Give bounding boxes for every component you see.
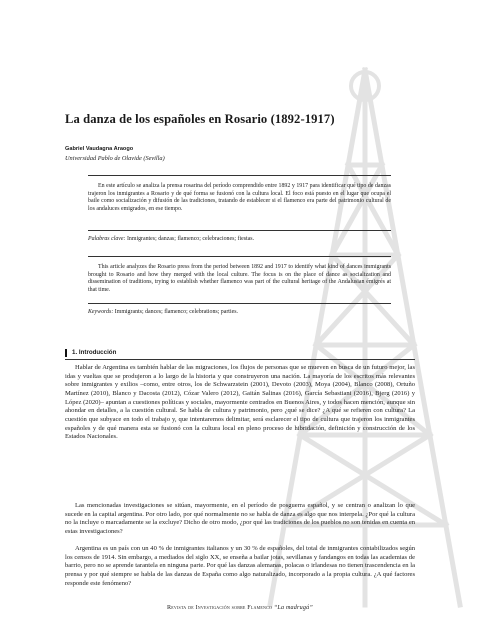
keywords-english	[88, 309, 391, 317]
journal-footer	[65, 605, 415, 611]
body-paragraph-3: Argentina es un país con un 40 % de inmigrantes italianos y un 30 % de españoles, del total de inmigrantes contabilizados según los censos de 1914. Sin embargo, a mediados del siglo XX, se enseña a bailar jotas, sevillanas y fandangos en todas las academias de barrio, pero no se aprende tarantela en ninguna parte. Por qué las danzas alemanas, polacas o irlandesas no tienen trascendencia en la prensa y por qué siempre se habla de las danzas de España como algo naturalizado, incorporado a la propia cultura. ¿A qué factores responde este fenómeno?	[65, 545, 415, 587]
abstract-es-bottom-rule	[88, 230, 391, 231]
keywords-english-label: Keywords:	[88, 309, 114, 315]
abstract-es-top-rule	[88, 175, 391, 176]
article-title: La danza de los españoles en Rosario (1892-1917)	[65, 112, 335, 126]
abstract-en-top-rule	[88, 256, 391, 257]
journal-name: Revista de Investigación sobre Flamenco	[167, 605, 273, 611]
abstract-english: This article analyzes the Rosario press from the period between 1892 and 1917 to identify what kind of dances immigrants brought to Rosario and how they merged with the local culture. The focus is on the place of dance as socialization and dissemination of traditions, trying to establish whether flamenco was part of the cultural heritage of the Andalusian émigrés at that time.	[88, 264, 391, 294]
abstract-en-bottom-rule	[88, 303, 391, 304]
keywords-spanish-list: Inmigrantes; danzas; flamenco; celebraciones; fiestas.	[126, 236, 255, 242]
keywords-english-list: Immigrants; dances; flamenco; celebrations; parties.	[114, 309, 238, 315]
section-heading	[65, 349, 415, 358]
body-paragraph-2: Las mencionadas investigaciones se sitúan, mayormente, en el período de posguerra español, y se centran o analizan lo que sucede en la capital argentina. Por otro lado, por qué normalmente no se habla de danza es algo que nos interpela. ¿Por qué la cultura no la incluye o marcadamente se la excluye? Dicho de otro modo, ¿por qué las tradiciones de los pueblos no son tenidas en cuenta en estas investigaciones?	[65, 502, 415, 535]
journal-title: “La madrugá”	[273, 605, 313, 611]
section-title: 1. Introducción	[72, 349, 117, 356]
keywords-spanish-label: Palabras clave:	[88, 236, 126, 242]
body-paragraph-1: Hablar de Argentina es también hablar de las migraciones, los flujos de personas que se mueven en busca de un futuro mejor, las idas y vueltas que se produjeron a lo largo de la historia y que construyeron una nación. La mayoría de los escritos más relevantes sobre inmigrantes y exilios –como, entre otros, los de Schwarzstein (2001), Devoto (2003), Moya (2004), Blanco (2008), Ortuño Martínez (2010), Blanco y Dacosta (2012), Cózar Valero (2012), Gaitán Salinas (2016), García Sebastiani (2016), Bjerg (2016) y López (2020)– apuntan a cuestiones políticas y sociales, mayormente centrados en Buenos Aires, y todos hacen mención, aunque sin ahondar en detalles, a la cuestión cultural. Se habla de cultura y patrimonio, pero ¿qué se dice? ¿A qué se refieren con cultura? La cuestión que subyace en todo el trabajo y, que intentaremos delimitar, será esclarecer el tipo de cultura que trajeron los inmigrantes españoles y de qué manera esta se fusionó con la cultura local en pleno proceso de hibridación, definición y construcción de los Estados Nacionales.	[65, 364, 415, 441]
section-marker	[65, 349, 67, 357]
section-rule	[65, 359, 415, 360]
author-name: Gabriel Vaudagna Araogo	[65, 146, 134, 152]
abstract-spanish: En este artículo se analiza la prensa rosarina del período comprendido entre 1892 y 1917 para identificar qué tipo de danzas trajeron los inmigrantes a Rosario y de qué forma se fusionó con la cultura local. El foco está puesto en el lugar que ocupa el baile como socialización y difusión de las tradiciones, tratando de establecer si el flamenco era parte del patrimonio cultural de los andaluces emigrados, en ese tiempo.	[88, 183, 391, 213]
author-affiliation: Universidad Pablo de Olavide (Sevilla)	[65, 155, 165, 162]
keywords-spanish	[88, 236, 391, 244]
